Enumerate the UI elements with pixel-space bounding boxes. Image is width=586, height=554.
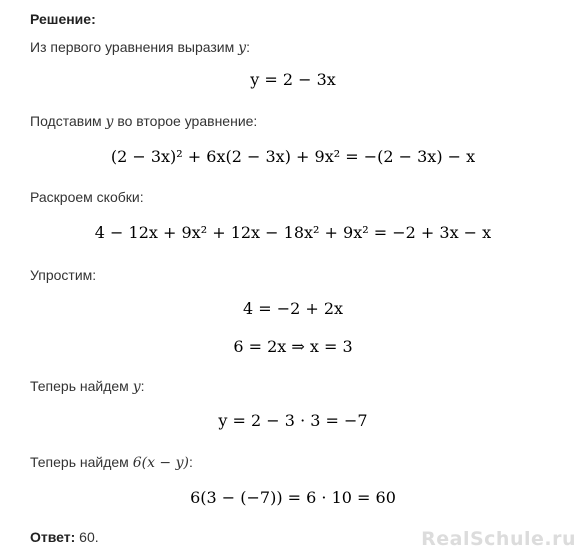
step-expand: Раскроем скобки:: [30, 189, 144, 205]
answer-value: 60.: [75, 529, 99, 545]
step-find-y-text: Теперь найдем: [30, 378, 129, 394]
step-find-expression-colon: :: [188, 454, 193, 470]
step-find-expression-text: Теперь найдем: [30, 454, 129, 470]
equation-x-value: 6 = 2x ⇒ x = 3: [233, 337, 353, 356]
step-find-y: [30, 377, 145, 396]
step-substitute-text-b: во второе уравнение:: [117, 113, 258, 129]
equation-expanded: 4 − 12x + 9x² + 12x − 18x² + 9x² = −2 + 3x − x: [94, 223, 492, 242]
step-find-expression: [30, 453, 193, 472]
step-find-expression-expr: 6(x − y): [132, 455, 189, 471]
step-substitute-text-a: Подставим: [30, 113, 102, 129]
step-express-y-colon: :: [246, 39, 250, 55]
step-express-y-var: y: [238, 40, 247, 56]
solution-heading: Решение:: [30, 11, 96, 27]
step-simplify: Упростим:: [30, 267, 97, 283]
equation-simplified: 4 = −2 + 2x: [242, 299, 344, 318]
step-substitute: [30, 112, 257, 131]
step-find-y-var: y: [132, 379, 141, 395]
step-substitute-var: y: [105, 114, 114, 130]
step-find-y-colon: :: [140, 378, 145, 394]
step-express-y: [30, 38, 250, 57]
equation-y-expression: y = 2 − 3x: [250, 70, 336, 89]
equation-final: 6(3 − (−7)) = 6 · 10 = 60: [190, 488, 396, 507]
step-express-y-text: Из первого уравнения выразим: [30, 39, 235, 55]
site-watermark: RealSchule.ru: [421, 528, 576, 550]
equation-y-value: y = 2 − 3 · 3 = −7: [218, 411, 368, 430]
answer-label: Ответ:: [30, 529, 76, 545]
answer-line: [30, 528, 99, 546]
equation-substituted: (2 − 3x)² + 6x(2 − 3x) + 9x² = −(2 − 3x) − x: [110, 147, 476, 166]
